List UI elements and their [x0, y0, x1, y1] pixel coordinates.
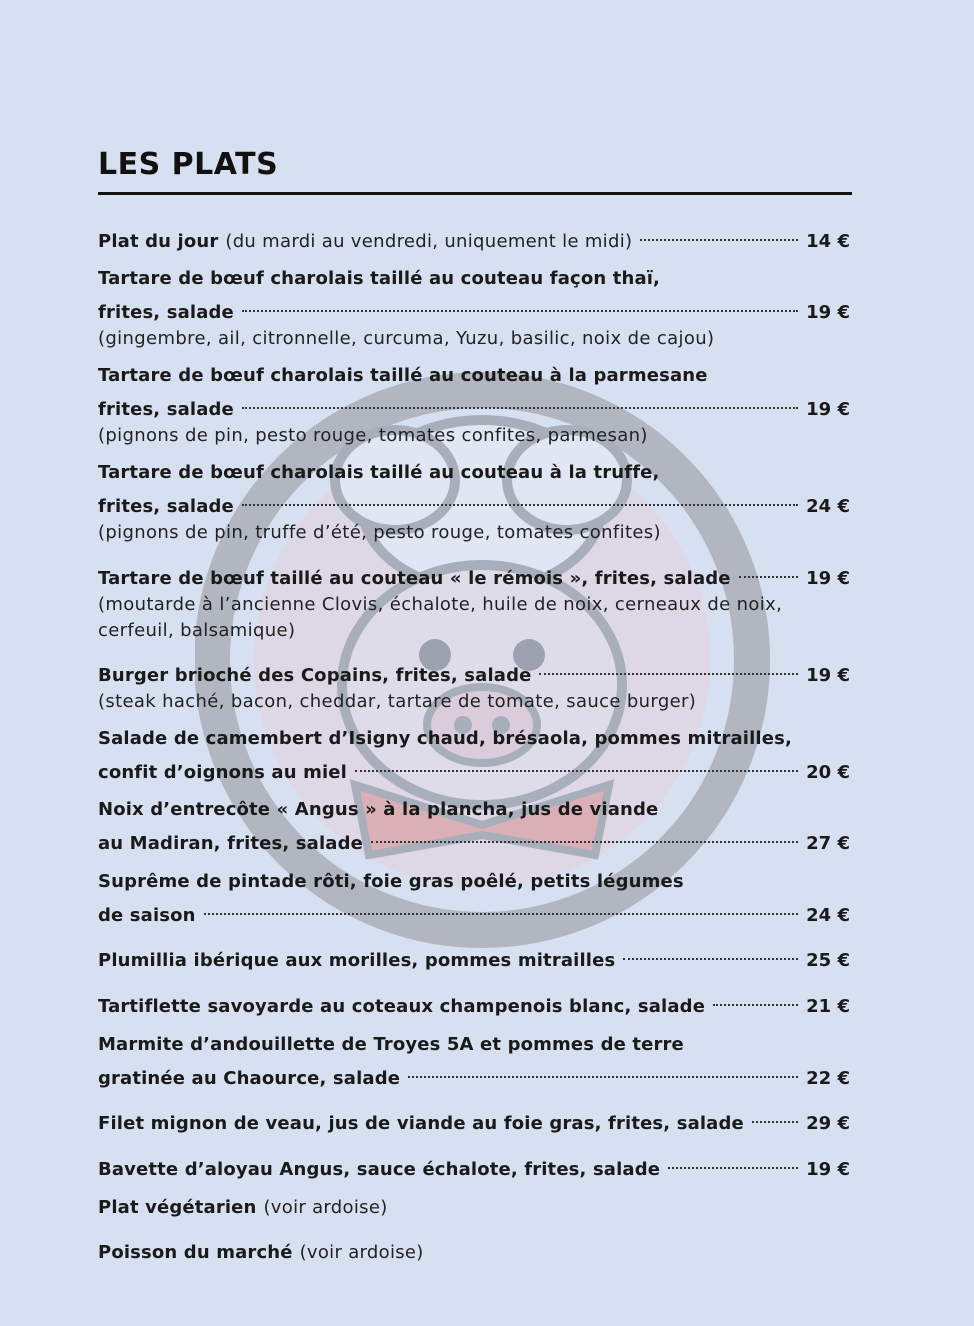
dish-price: 25 € [806, 950, 850, 971]
dot-leader [640, 221, 798, 247]
dish-name: Noix d’entrecôte « Angus » à la plancha, jus de viande [98, 799, 659, 820]
dish-price: 19 € [806, 399, 850, 420]
dish-name: Burger brioché des Copains, frites, salade [98, 665, 532, 686]
dot-leader [355, 752, 798, 778]
menu-item-bavette [98, 1149, 850, 1183]
dish-note: (du mardi au vendredi, uniquement le midi) [225, 231, 633, 252]
menu-item-salade-camembert [98, 726, 850, 786]
dish-name: Tartiflette savoyarde au coteaux champenois blanc, salade [98, 996, 706, 1017]
dish-name: Marmite d’andouillette de Troyes 5A et pommes de terre [98, 1034, 684, 1055]
dish-name: Tartare de bœuf charolais taillé au couteau façon thaï, [98, 268, 661, 289]
menu-item-poisson-du-marche [98, 1240, 850, 1266]
dot-leader [539, 655, 798, 681]
dish-name-continued: frites, salade [98, 496, 234, 517]
dish-name: Poisson du marché [98, 1242, 293, 1263]
dish-name: Plat du jour [98, 231, 219, 252]
dish-price: 22 € [806, 1068, 850, 1089]
dish-price: 19 € [806, 568, 850, 589]
menu-item-plat-vegetarien [98, 1195, 850, 1221]
menu-item-burger [98, 655, 850, 715]
dot-leader [713, 986, 798, 1012]
dish-name-continued: confit d’oignons au miel [98, 762, 347, 783]
menu-item-plat-du-jour [98, 221, 850, 255]
dish-price: 20 € [806, 762, 850, 783]
menu-item-entrecote [98, 797, 850, 857]
dish-price: 19 € [806, 302, 850, 323]
dish-name: Plat végétarien [98, 1197, 257, 1218]
dish-note: (voir ardoise) [299, 1242, 424, 1263]
section-title: LES PLATS [98, 147, 279, 182]
menu-item-tartiflette [98, 986, 850, 1020]
dish-price: 29 € [806, 1113, 850, 1134]
dish-name: Bavette d’aloyau Angus, sauce échalote, frites, salade [98, 1159, 661, 1180]
dish-name-continued: de saison [98, 905, 196, 926]
dot-leader [739, 558, 799, 584]
dish-price: 24 € [806, 905, 850, 926]
dish-name-continued: gratinée au Chaource, salade [98, 1068, 401, 1089]
menu-item-andouillette [98, 1032, 850, 1092]
dot-leader [242, 389, 798, 415]
dish-name-continued: au Madiran, frites, salade [98, 833, 363, 854]
dish-name: Filet mignon de veau, jus de viande au foie gras, frites, salade [98, 1113, 744, 1134]
dish-name-continued: frites, salade [98, 399, 234, 420]
dish-price: 27 € [806, 833, 850, 854]
dot-leader [668, 1149, 798, 1175]
dish-name: Suprême de pintade rôti, foie gras poêlé, petits légumes [98, 871, 684, 892]
dish-name: Tartare de bœuf charolais taillé au couteau à la truffe, [98, 462, 660, 483]
dish-description: (steak haché, bacon, cheddar, tartare de tomate, sauce burger) [98, 691, 697, 712]
title-underline [98, 192, 852, 195]
dot-leader [242, 486, 798, 512]
dish-name: Plumillia ibérique aux morilles, pommes mitrailles [98, 950, 616, 971]
dish-price: 19 € [806, 665, 850, 686]
menu-item-tartare-truffe [98, 460, 850, 546]
menu-item-tartare-remois [98, 558, 850, 644]
dish-description: (moutarde à l’ancienne Clovis, échalote, huile de noix, cerneaux de noix, cerfeuil, balsamique) [98, 594, 783, 641]
dish-price: 24 € [806, 496, 850, 517]
dish-note: (voir ardoise) [263, 1197, 388, 1218]
dot-leader [752, 1103, 798, 1129]
dot-leader [204, 895, 799, 921]
menu-item-supreme-pintade [98, 869, 850, 929]
dot-leader [408, 1058, 798, 1084]
menu-item-plumillia [98, 940, 850, 974]
dish-description: (gingembre, ail, citronnelle, curcuma, Yuzu, basilic, noix de cajou) [98, 328, 715, 349]
menu-item-filet-mignon [98, 1103, 850, 1137]
dish-name: Tartare de bœuf taillé au couteau « le rémois », frites, salade [98, 568, 731, 589]
dish-description: (pignons de pin, pesto rouge, tomates confites, parmesan) [98, 425, 648, 446]
dish-price: 14 € [806, 231, 850, 252]
menu-item-tartare-thai [98, 266, 850, 352]
dish-name: Tartare de bœuf charolais taillé au couteau à la parmesane [98, 365, 708, 386]
dish-name-continued: frites, salade [98, 302, 234, 323]
menu-item-tartare-parmesane [98, 363, 850, 449]
dish-description: (pignons de pin, truffe d’été, pesto rouge, tomates confites) [98, 522, 661, 543]
dish-price: 21 € [806, 996, 850, 1017]
dot-leader [242, 292, 798, 318]
dish-name: Salade de camembert d’Isigny chaud, brésaola, pommes mitrailles, [98, 728, 792, 749]
dot-leader [371, 823, 798, 849]
dish-price: 19 € [806, 1159, 850, 1180]
dot-leader [623, 940, 798, 966]
